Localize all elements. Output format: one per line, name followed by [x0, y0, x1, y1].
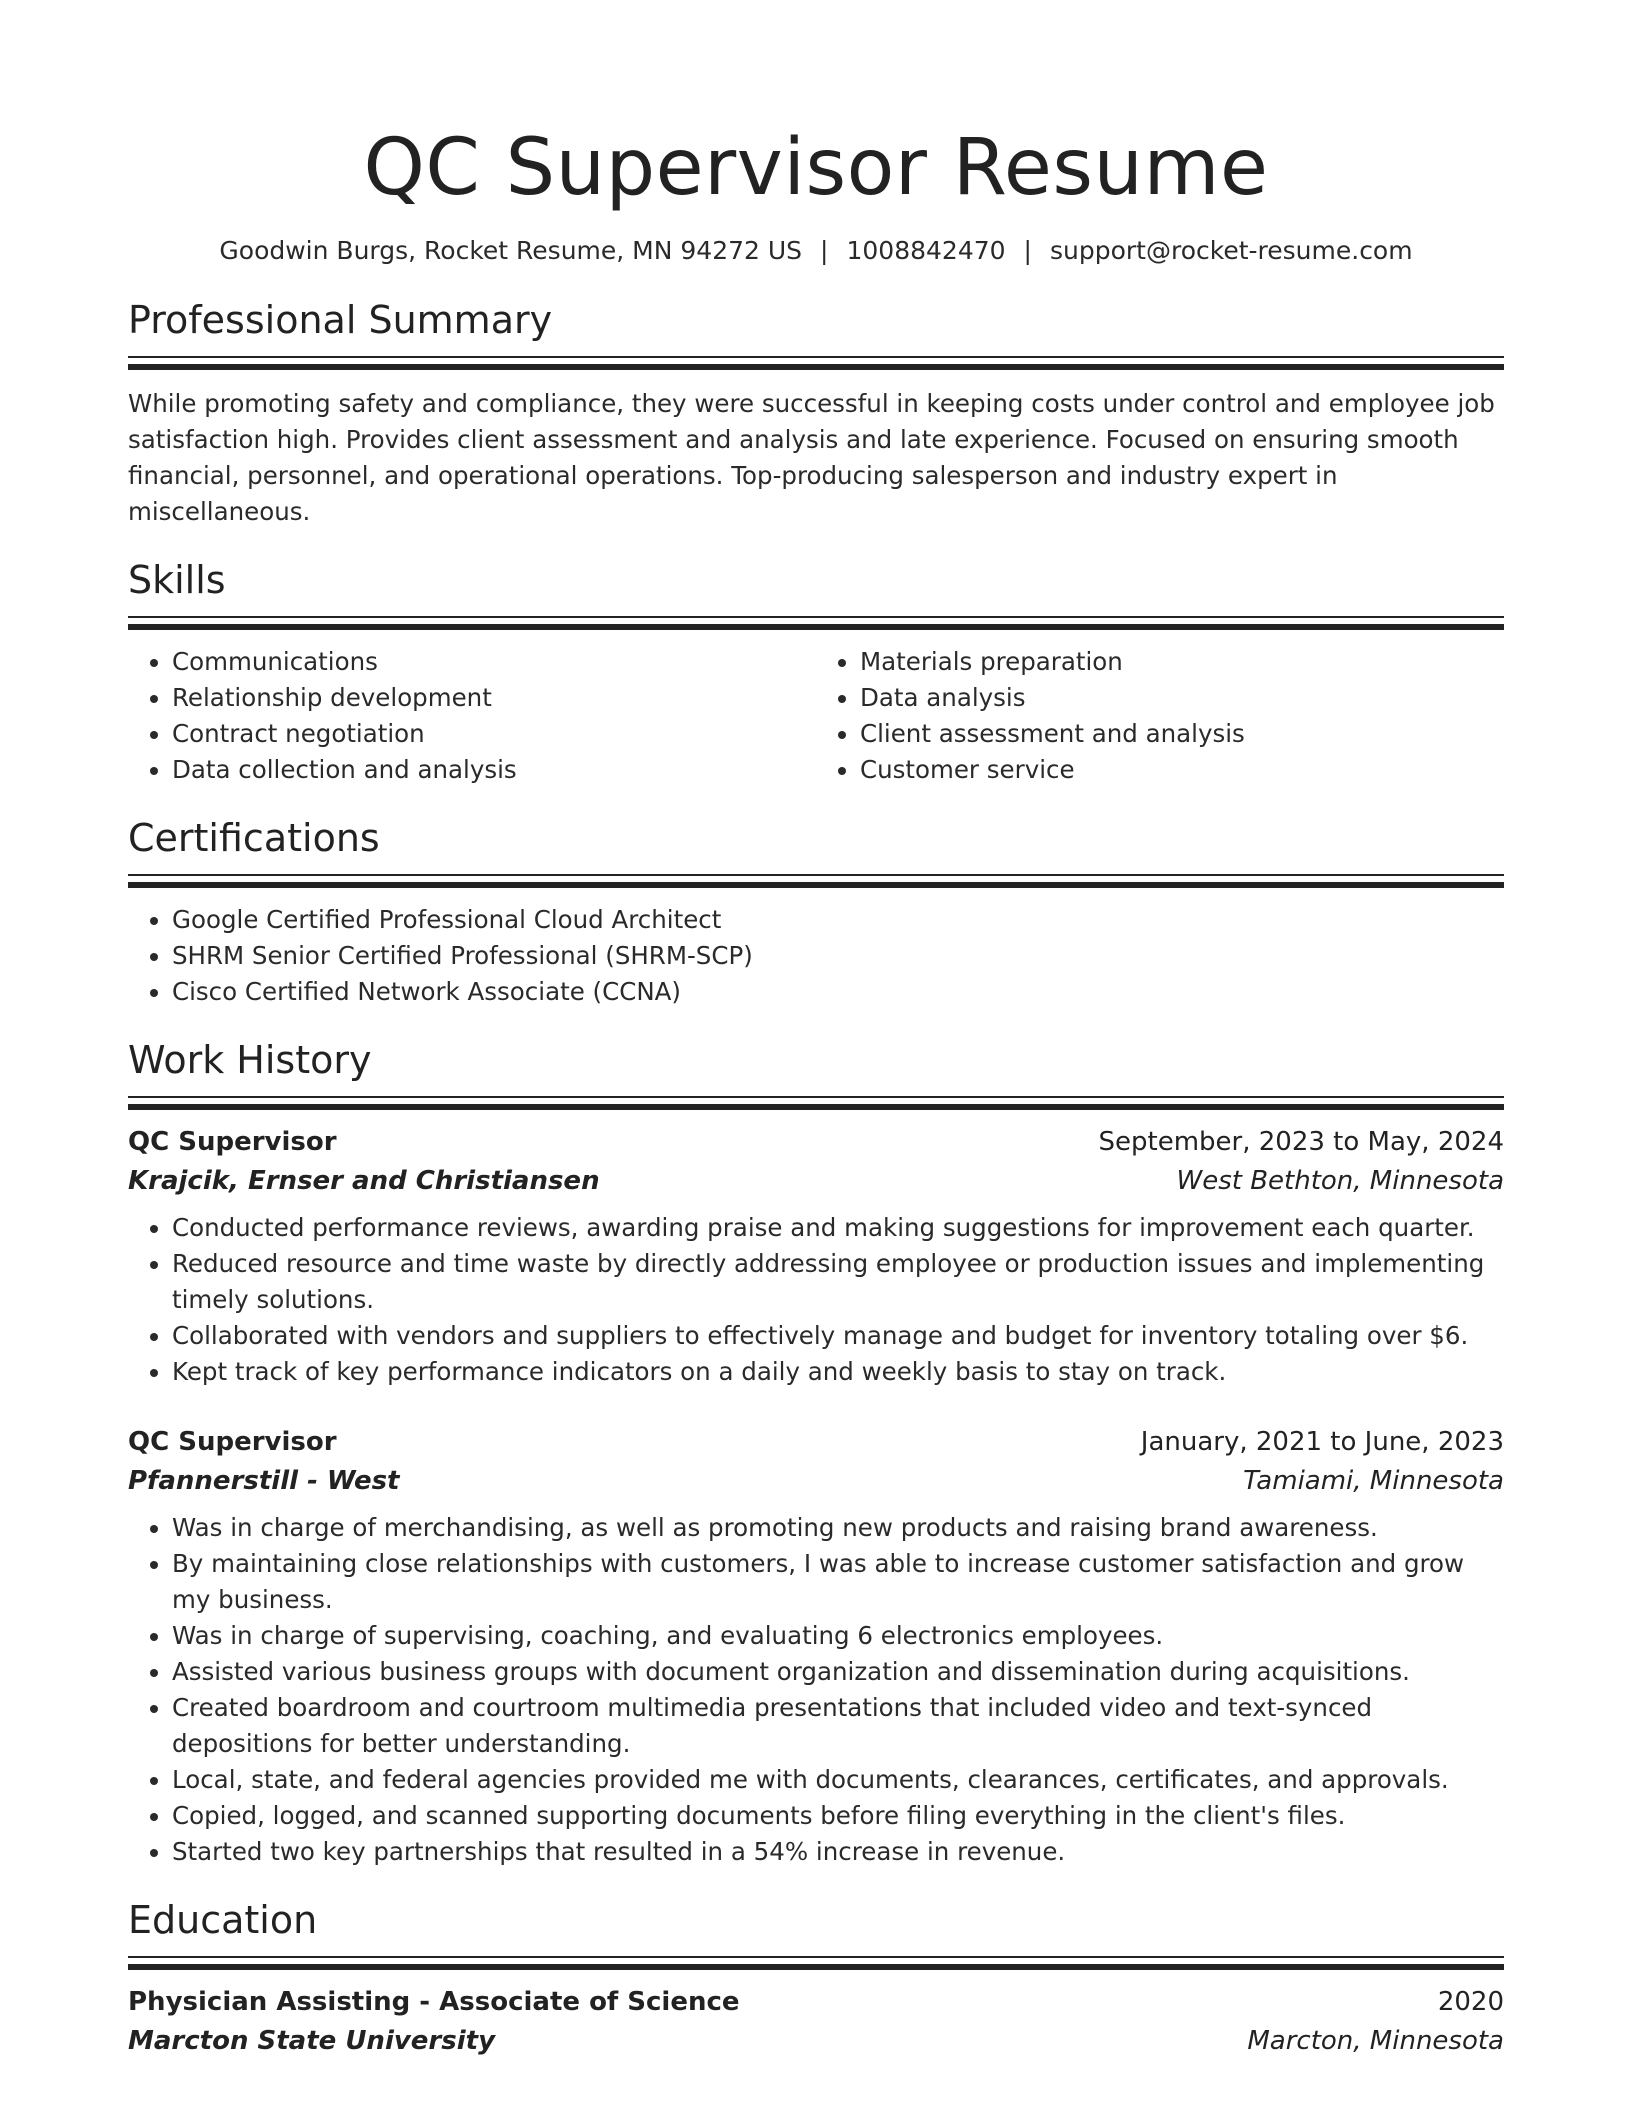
education-header: [128, 1982, 1504, 2022]
skill-item: • Client assessment and analysis: [860, 716, 1504, 752]
resume-page: [128, 0, 1504, 2060]
job-entry: [128, 1422, 1504, 1870]
contact-separator: |: [1023, 236, 1032, 265]
job-bullets: [128, 1210, 1504, 1390]
job-entry: [128, 1122, 1504, 1390]
job-location: West Bethton, Minnesota: [1176, 1166, 1504, 1196]
skill-item: • Communications: [172, 644, 816, 680]
section-divider: [128, 356, 1504, 370]
job-title: QC Supervisor: [128, 1127, 337, 1157]
skills-grid: [128, 644, 1504, 788]
job-bullet: • Assisted various business groups with document organization and dissemination during acquisitions.: [172, 1654, 1504, 1690]
job-subheader: [128, 1162, 1504, 1200]
education-subheader: [128, 2022, 1504, 2060]
contact-line: [128, 234, 1504, 268]
job-bullet: • Copied, logged, and scanned supporting documents before filing everything in the client's files.: [172, 1798, 1504, 1834]
job-location: Tamiami, Minnesota: [1243, 1466, 1504, 1496]
job-company: Pfannerstill - West: [128, 1466, 400, 1496]
education-entry: [128, 1982, 1504, 2060]
work-history-section: [128, 1036, 1504, 1870]
contact-phone: 1008842470: [846, 236, 1006, 265]
resume-title: QC Supervisor Resume: [363, 123, 1269, 213]
job-title: QC Supervisor: [128, 1427, 337, 1457]
job-bullet: • Started two key partnerships that resulted in a 54% increase in revenue.: [172, 1834, 1504, 1870]
job-bullet: • Created boardroom and courtroom multimedia presentations that included video and text-synced depositions for better understanding.: [172, 1690, 1504, 1762]
certifications-list: [128, 902, 1504, 1010]
contact-separator: |: [820, 236, 829, 265]
skill-item: • Contract negotiation: [172, 716, 816, 752]
section-divider: [128, 616, 1504, 630]
section-title-certifications: Certifications: [128, 816, 380, 860]
education-location: Marcton, Minnesota: [1247, 2026, 1504, 2056]
summary-text: While promoting safety and compliance, they were successful in keeping costs under control and employee job satisfaction high. Provides client assessment and analysis and late experience. Focused on ensuring smooth financial, personnel, and operational operations. Top-producing salesperson and industry expert in miscellaneous.: [128, 389, 1495, 526]
section-title-education: Education: [128, 1898, 318, 1942]
summary-section: [128, 296, 1504, 530]
skill-item: • Data analysis: [860, 680, 1504, 716]
education-degree: Physician Assisting - Associate of Science: [128, 1987, 740, 2017]
section-title-summary: Professional Summary: [128, 298, 553, 342]
job-header: [128, 1122, 1504, 1162]
section-divider: [128, 1096, 1504, 1110]
job-bullet: • Conducted performance reviews, awarding praise and making suggestions for improvement each quarter.: [172, 1210, 1504, 1246]
section-divider: [128, 1956, 1504, 1970]
skill-item: • Data collection and analysis: [172, 752, 816, 788]
skills-list-right: [816, 644, 1504, 788]
job-bullet: • Collaborated with vendors and suppliers to effectively manage and budget for inventory totaling over $6.: [172, 1318, 1504, 1354]
education-year: 2020: [1437, 1987, 1504, 2017]
job-header: [128, 1422, 1504, 1462]
skill-item: • Relationship development: [172, 680, 816, 716]
job-bullet: • Local, state, and federal agencies provided me with documents, clearances, certificates, and approvals.: [172, 1762, 1504, 1798]
job-subheader: [128, 1462, 1504, 1500]
job-dates: September, 2023 to May, 2024: [1098, 1127, 1504, 1157]
job-dates: January, 2021 to June, 2023: [1140, 1427, 1504, 1457]
skills-section: [128, 556, 1504, 788]
contact-address: Goodwin Burgs, Rocket Resume, MN 94272 US: [219, 236, 803, 265]
certification-item: • Cisco Certified Network Associate (CCNA): [172, 974, 1504, 1010]
skills-list-left: [128, 644, 816, 788]
section-title-work: Work History: [128, 1038, 372, 1082]
certifications-section: [128, 814, 1504, 1010]
contact-email: support@rocket-resume.com: [1049, 236, 1413, 265]
education-section: [128, 1896, 1504, 2060]
job-bullet: • Was in charge of supervising, coaching, and evaluating 6 electronics employees.: [172, 1618, 1504, 1654]
skill-item: • Materials preparation: [860, 644, 1504, 680]
job-company: Krajcik, Ernser and Christiansen: [128, 1166, 600, 1196]
section-divider: [128, 874, 1504, 888]
skill-item: • Customer service: [860, 752, 1504, 788]
certification-item: • Google Certified Professional Cloud Architect: [172, 902, 1504, 938]
section-title-skills: Skills: [128, 558, 226, 602]
job-bullet: • Kept track of key performance indicators on a daily and weekly basis to stay on track.: [172, 1354, 1504, 1390]
job-bullet: • Reduced resource and time waste by directly addressing employee or production issues and implementing timely solutions.: [172, 1246, 1504, 1318]
education-school: Marcton State University: [128, 2026, 496, 2056]
job-bullets: [128, 1510, 1504, 1870]
job-bullet: • By maintaining close relationships with customers, I was able to increase customer satisfaction and grow my business.: [172, 1546, 1504, 1618]
job-bullet: • Was in charge of merchandising, as well as promoting new products and raising brand awareness.: [172, 1510, 1504, 1546]
certification-item: • SHRM Senior Certified Professional (SHRM-SCP): [172, 938, 1504, 974]
